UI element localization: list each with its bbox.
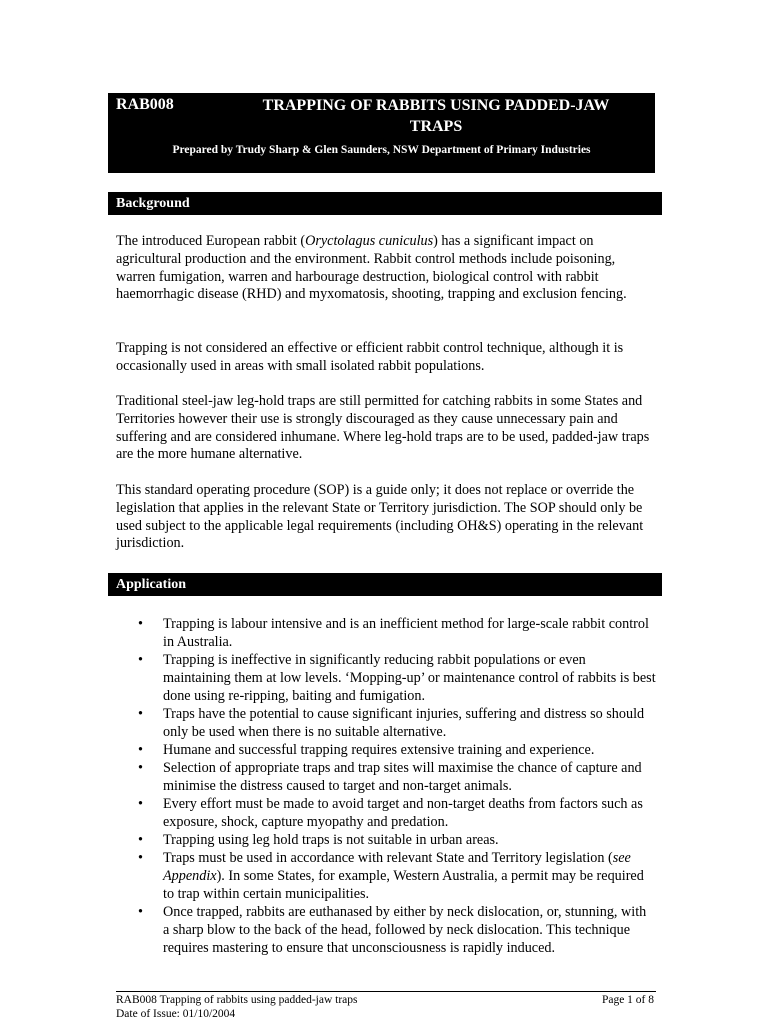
bullet-icon: •: [138, 652, 143, 668]
bullet-icon: •: [138, 904, 143, 920]
background-paragraph-2: Trapping is not considered an effective or efficient rabbit control technique, although it is occasionally used in areas with small isolated rabbit populations.: [116, 340, 624, 374]
application-list: [116, 615, 656, 957]
list-item: • Every effort must be made to avoid target and non-target deaths from factors such as exposure, shock, capture myopathy and predation.: [138, 796, 643, 830]
species-name: Oryctolagus cuniculus: [305, 233, 434, 249]
background-paragraph-4: This standard operating procedure (SOP) is a guide only; it does not replace or override the legislation that applies in the relevant State or Territory jurisdiction. The SOP should only be used subject to the applicable legal requirements (including OH&S) operating in the relevant jurisdiction.: [116, 482, 644, 552]
section-heading-application: Application: [108, 573, 662, 596]
list-item: • Trapping using leg hold traps is not suitable in urban areas.: [138, 832, 499, 848]
appendix-reference: see Appendix: [163, 850, 631, 884]
prepared-by: Prepared by Trudy Sharp & Glen Saunders, NSW Department of Primary Industries: [172, 144, 591, 156]
background-paragraph-1: The introduced European rabbit (Oryctolagus cuniculus) has a significant impact on agricultural production and the environment. Rabbit control methods include poisoning, warren fumigation, warren and harbourage destruction, biological control with rabbit haemorrhagic disease (RHD) and myxomatosis, shooting, trapping and exclusion fencing.: [116, 233, 627, 303]
document-code: RAB008: [116, 96, 174, 113]
document-title: TRAPPING OF RABBITS USING PADDED-JAW TRAPS: [262, 97, 610, 135]
footer-document-title: RAB008 Trapping of rabbits using padded-jaw traps: [116, 994, 358, 1006]
list-item: • Traps have the potential to cause significant injuries, suffering and distress so should only be used when there is no suitable alternative.: [138, 706, 645, 740]
bullet-icon: •: [138, 796, 143, 812]
list-item: • Trapping is ineffective in significantly reducing rabbit populations or even maintaining them at low levels. ‘Mopping-up’ or maintenance control of rabbits is best done using re-ripping, baiting and fumigation.: [138, 652, 656, 704]
bullet-icon: •: [138, 850, 143, 866]
section-divider: [108, 214, 662, 215]
issue-date: Date of Issue: 01/10/2004: [116, 1008, 236, 1020]
list-item: • Trapping is labour intensive and is an inefficient method for large-scale rabbit control in Australia.: [138, 616, 649, 650]
list-item: • Selection of appropriate traps and trap sites will maximise the chance of capture and minimise the distress caused to target and non-target animals.: [138, 760, 642, 794]
section-divider: [108, 595, 662, 596]
list-item: • Humane and successful trapping requires extensive training and experience.: [138, 742, 595, 758]
page-number: Page 1 of 8: [601, 994, 654, 1006]
background-paragraph-3: Traditional steel-jaw leg-hold traps are still permitted for catching rabbits in some States and Territories however their use is strongly discouraged as they cause unnecessary pain and suffering and are considered inhumane. Where leg-hold traps are to be used, padded-jaw traps are the more humane alternative.: [116, 393, 650, 463]
section-heading-background: Background: [108, 192, 662, 215]
list-item: • Once trapped, rabbits are euthanased by either by neck dislocation, or, stunning, with a sharp blow to the back of the head, followed by neck dislocation. This technique requires mastering to ensure that unconsciousness is rapidly induced.: [138, 904, 647, 956]
bullet-icon: •: [138, 760, 143, 776]
bullet-icon: •: [138, 616, 143, 632]
bullet-icon: •: [138, 706, 143, 722]
bullet-icon: •: [138, 742, 143, 758]
list-item: • Traps must be used in accordance with relevant State and Territory legislation (see Appendix). In some States, for example, Western Australia, a permit may be required to trap within certain municipalities.: [138, 850, 644, 902]
footer-rule: [116, 991, 656, 992]
title-block: [108, 93, 655, 173]
bullet-icon: •: [138, 832, 143, 848]
